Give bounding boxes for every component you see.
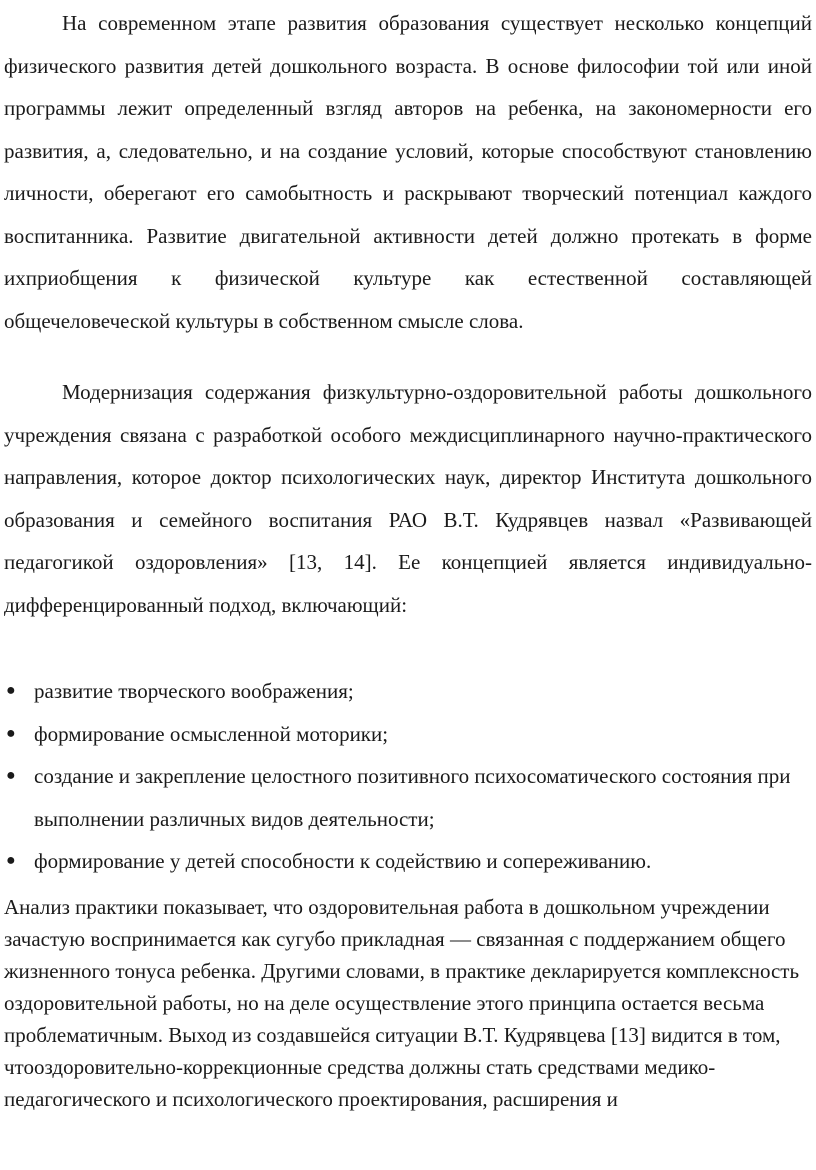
paragraph-intro: На современном этапе развития образования существует несколько концепций физического развития детей дошкольного возраста. В основе философии той или иной программы лежит определенный взгляд авторов на ребенка, на закономерности его развития, а, следовательно, и на создание условий, которые способствуют становлению личности, оберегают его самобытность и раскрывают творческий потенциал каждого воспитанника. Развитие двигательной активности детей должно протекать в форме ихприобщения к физической культуре как естественной составляющей общечеловеческой культуры в собственном смысле слова.	[4, 11, 812, 333]
paragraph-analysis: Анализ практики показывает, что оздоровительная работа в дошкольном учреждении зачастую воспринимается как сугубо прикладная — связанная с поддержанием общего жизненного тонуса ребенка. Другими словами, в практике декларируется комплексность оздоровительной работы, но на деле осуществление этого принципа остается весьма проблематичным. Выход из создавшейся ситуации В.Т. Кудрявцева [13] видится в том, чтооздоровительно-коррекционные средства должны стать средствами медико-педагогического и психологического проектирования, расширения и	[4, 895, 800, 1111]
list-item-text: развитие творческого воображения;	[34, 679, 354, 703]
list-item	[4, 755, 812, 840]
list-item-text: формирование у детей способности к содействию и сопереживанию.	[34, 849, 652, 873]
list-item	[4, 840, 812, 883]
list-item	[4, 670, 812, 713]
bullet-icon: ●	[6, 682, 16, 699]
list-item-text: создание и закрепление целостного позитивного психосоматического состояния при выполнении различных видов деятельности;	[34, 764, 791, 831]
paragraph-modernization: Модернизация содержания физкультурно-оздоровительной работы дошкольного учреждения связана с разработкой особого междисциплинарного научно-практического направления, которое доктор психологических наук, директор Института дошкольного образования и семейного воспитания РАО В.Т. Кудрявцев назвал «Развивающей педагогикой оздоровления» [13, 14]. Ее концепцией является индивидуально-дифференцированный подход, включающий:	[4, 380, 812, 617]
bullet-icon: ●	[6, 724, 16, 742]
approach-bullet-list	[4, 670, 812, 883]
list-item	[4, 713, 812, 756]
bullet-icon: ●	[6, 852, 16, 869]
bullet-icon: ●	[6, 767, 16, 784]
list-item-text: формирование осмысленной моторики;	[34, 721, 389, 746]
